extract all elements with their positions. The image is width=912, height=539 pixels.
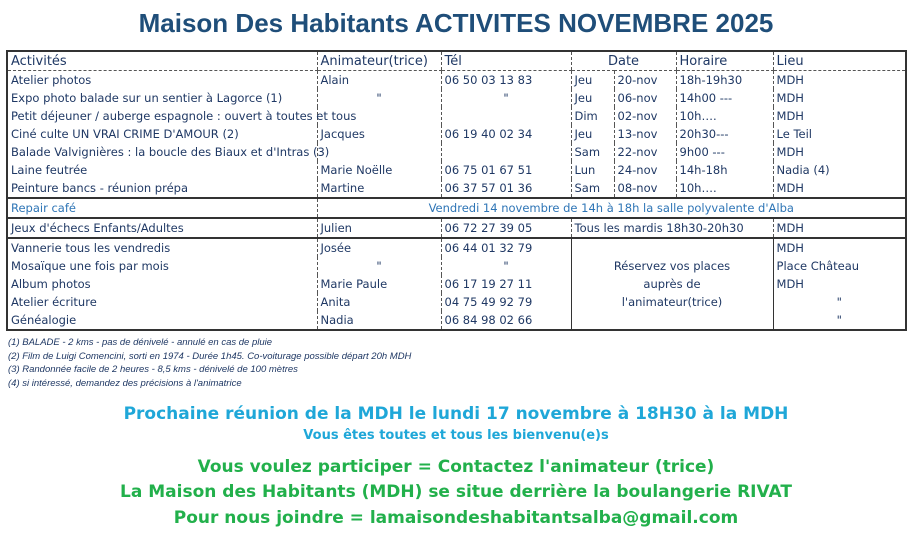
note: auprès de [571, 275, 773, 293]
tel: 06 37 57 01 36 [441, 179, 571, 198]
header-date: Date [571, 51, 676, 71]
table-row-repair [7, 198, 906, 218]
animator: Jacques [317, 125, 441, 143]
place: MDH [773, 71, 906, 90]
day: Jeu [571, 125, 614, 143]
footnote: (2) Film de Luigi Comencini, sorti en 1974 - Durée 1h45. Co-voiturage possible départ 20h MDH [8, 350, 412, 362]
table-row [7, 238, 906, 257]
activity: Ciné culte UN VRAI CRIME D'AMOUR (2) [11, 127, 239, 141]
time: 10h…. [676, 179, 773, 198]
animator: Anita [317, 293, 441, 311]
place: MDH [773, 218, 906, 238]
table-row [7, 125, 906, 143]
table-row [7, 89, 906, 107]
date: 02-nov [614, 107, 676, 125]
place: MDH [773, 238, 906, 257]
footnote: (3) Randonnée facile de 2 heures - 8,5 kms - dénivelé de 100 mètres [8, 364, 298, 375]
activity: Jeux d'échecs Enfants/Adultes [7, 218, 317, 238]
place: MDH [773, 143, 906, 161]
schedule: Tous les mardis 18h30-20h30 [571, 218, 773, 238]
tel: 06 17 19 27 11 [441, 275, 571, 293]
animator: Josée [317, 238, 441, 257]
time: 10h…. [676, 107, 773, 125]
activity: Atelier écriture [11, 295, 97, 309]
day: Jeu [571, 71, 614, 90]
time: 14h00 --- [676, 89, 773, 107]
header-activity: Activités [7, 51, 317, 71]
note [571, 238, 773, 257]
header-time: Horaire [676, 51, 773, 71]
table-row [7, 107, 906, 125]
time: 9h00 --- [676, 143, 773, 161]
day: Lun [571, 161, 614, 179]
tel [441, 107, 571, 125]
table-row [7, 257, 906, 275]
tel [441, 143, 571, 161]
tel: 06 72 27 39 05 [441, 218, 571, 238]
place: Nadia (4) [773, 161, 906, 179]
tel: " [441, 89, 571, 107]
activity: Laine feutrée [11, 163, 88, 177]
participate-text: Vous voulez participer = Contactez l'animateur (trice) [197, 457, 715, 477]
repair-info: Vendredi 14 novembre de 14h à 18h la salle polyvalente d'Alba [317, 198, 906, 218]
time: 20h30--- [676, 125, 773, 143]
animator: Marie Paule [317, 275, 441, 293]
animator: Julien [317, 218, 441, 238]
tel: 04 75 49 92 79 [441, 293, 571, 311]
table-row [7, 179, 906, 198]
tel: 06 75 01 67 51 [441, 161, 571, 179]
animator: Alain [317, 71, 441, 90]
contact-text: Pour nous joindre = lamaisondeshabitantsalba@gmail.com [173, 508, 739, 528]
activity: Repair café [7, 198, 317, 218]
welcome-text: Vous êtes toutes et tous les bienvenu(e)s [303, 428, 609, 443]
animator: Nadia [317, 311, 441, 330]
activity: Vannerie tous les vendredis [7, 238, 317, 257]
table-header [7, 51, 906, 71]
place: MDH [773, 275, 906, 293]
activity: Peinture bancs - réunion prépa [11, 181, 188, 195]
date: 20-nov [614, 71, 676, 90]
tel: " [441, 257, 571, 275]
tel: 06 19 40 02 34 [441, 125, 571, 143]
animator: " [317, 257, 441, 275]
activity: Petit déjeuner / auberge espagnole : ouvert à toutes et tous [11, 109, 357, 123]
tel: 06 50 03 13 83 [441, 71, 571, 90]
header-tel: Tél [441, 51, 571, 71]
place: " [773, 311, 906, 330]
date: 13-nov [614, 125, 676, 143]
page-title: Maison Des Habitants ACTIVITES NOVEMBRE 2025 [138, 8, 774, 38]
table-row [7, 71, 906, 90]
animator: Martine [317, 179, 441, 198]
footnote: (4) si intéressé, demandez des précisions à l'animatrice [8, 377, 242, 389]
animator: " [317, 89, 441, 107]
place: MDH [773, 89, 906, 107]
tel: 06 84 98 02 66 [441, 311, 571, 330]
activity: Généalogie [11, 313, 77, 327]
activity: Expo photo balade sur un sentier à Lagorce (1) [11, 91, 283, 105]
note: Réservez vos places [571, 257, 773, 275]
date: 08-nov [614, 179, 676, 198]
activity: Atelier photos [11, 73, 92, 87]
activities-table [6, 50, 907, 331]
note [571, 311, 773, 330]
date: 06-nov [614, 89, 676, 107]
time: 14h-18h [676, 161, 773, 179]
day: Sam [571, 179, 614, 198]
tel: 06 44 01 32 79 [441, 238, 571, 257]
day: Dim [571, 107, 614, 125]
place: MDH [773, 179, 906, 198]
day: Sam [571, 143, 614, 161]
place: Le Teil [773, 125, 906, 143]
activity: Album photos [11, 277, 91, 291]
note: l'animateur(trice) [571, 293, 773, 311]
place: " [773, 293, 906, 311]
place: MDH [773, 107, 906, 125]
footnote: (1) BALADE - 2 kms - pas de dénivelé - annulé en cas de pluie [8, 337, 273, 348]
header-place: Lieu [773, 51, 906, 71]
table-row [7, 311, 906, 330]
table-row [7, 143, 906, 161]
activity: Balade Valvignières : la boucle des Biaux et d'Intras (3) [11, 145, 330, 159]
place: Place Château [773, 257, 906, 275]
table-row [7, 161, 906, 179]
animator: Marie Noëlle [317, 161, 441, 179]
date: 24-nov [614, 161, 676, 179]
meeting-text: Prochaine réunion de la MDH le lundi 17 novembre à 18H30 à la MDH [123, 404, 789, 424]
date: 22-nov [614, 143, 676, 161]
location-text: La Maison des Habitants (MDH) se situe derrière la boulangerie RIVAT [120, 482, 792, 502]
footnotes [8, 336, 411, 390]
animator [317, 143, 441, 161]
time: 18h-19h30 [676, 71, 773, 90]
table-row-chess [7, 218, 906, 238]
day: Jeu [571, 89, 614, 107]
header-animator: Animateur(trice) [317, 51, 441, 71]
activity: Mosaïque une fois par mois [11, 259, 169, 273]
table-row [7, 293, 906, 311]
table-row [7, 275, 906, 293]
